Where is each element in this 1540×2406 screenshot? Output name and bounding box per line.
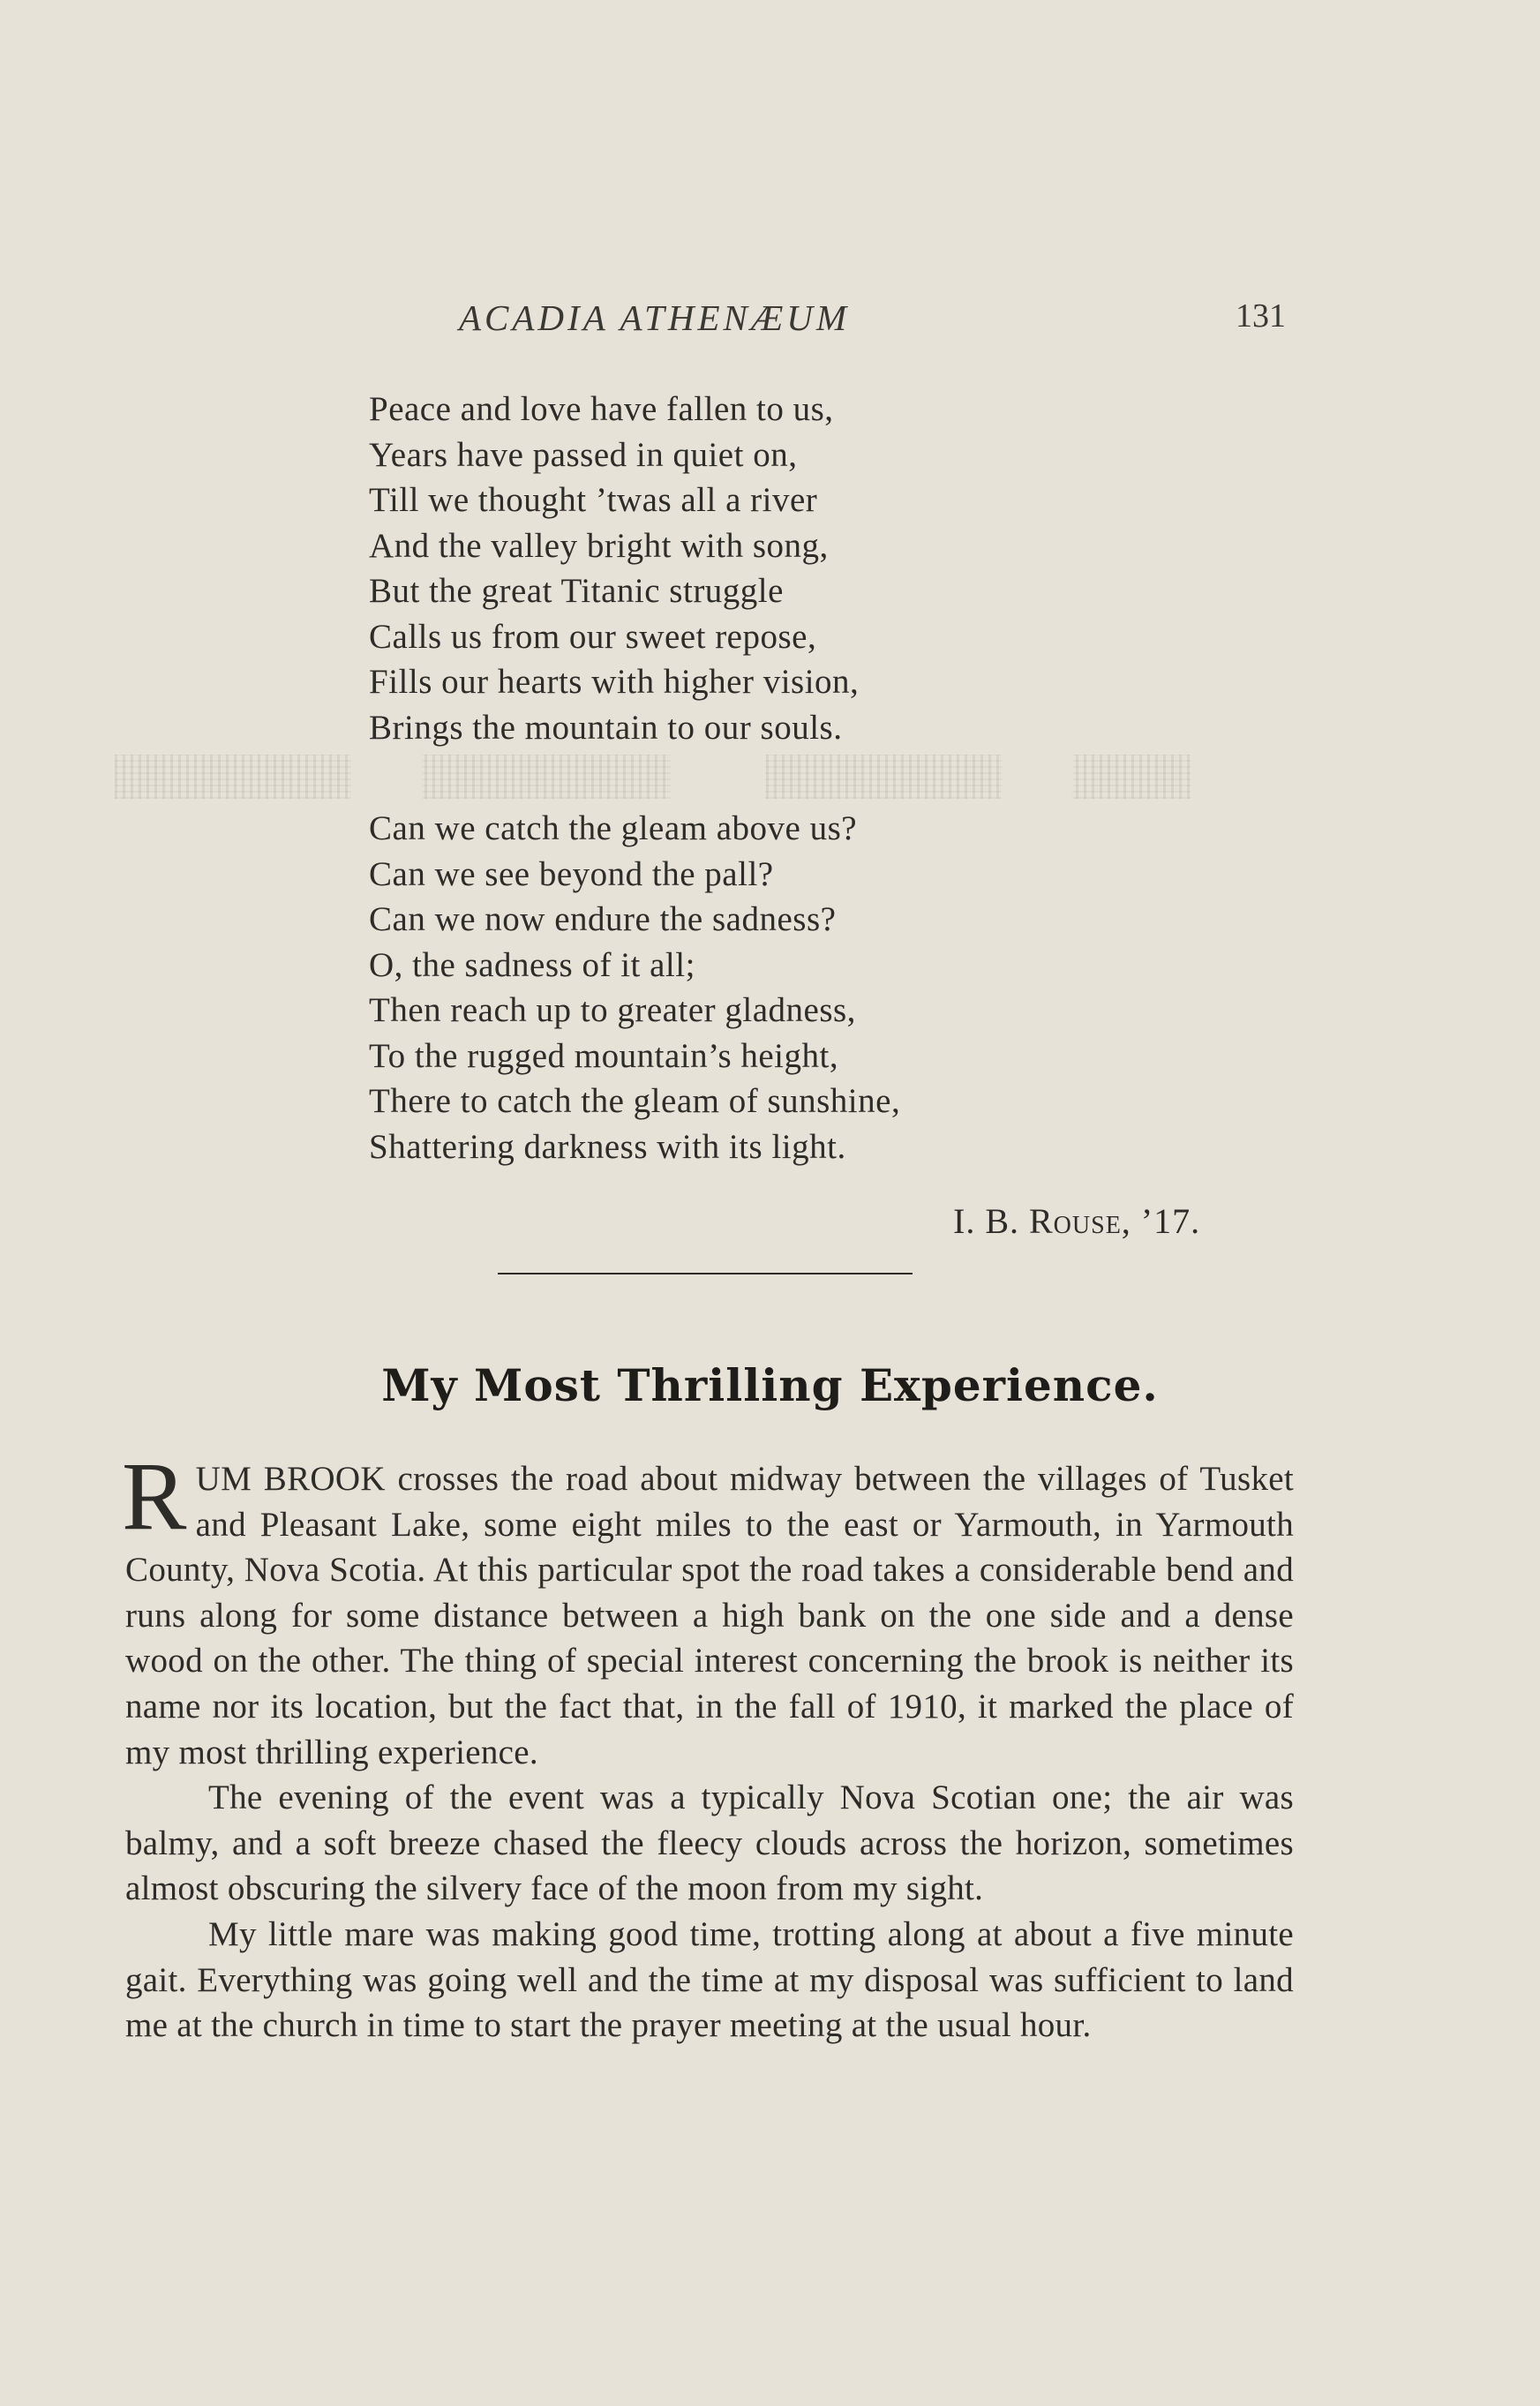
poem-line: Till we thought ’twas all a river xyxy=(369,481,818,519)
attribution-initials: I. B. xyxy=(953,1201,1019,1241)
paragraph-3: My little mare was making good time, trotting along at about a five minute gait. Everything was going well and the time at my disposal was sufficient to land me at the church in time to start the prayer meeting at the usual hour. xyxy=(125,1914,1294,2045)
show-through-smudge xyxy=(115,755,1297,799)
opening-words: UM BROOK xyxy=(195,1460,386,1498)
attribution-name: Rouse xyxy=(1029,1201,1122,1241)
poem-line: And the valley bright with song, xyxy=(369,526,829,565)
paragraph-2: The evening of the event was a typically Nova Scotian one; the air was balmy, and a soft breeze chased the fleecy clouds across the horizon, sometimes almost obscuring the silvery face of the moon from my sight. xyxy=(125,1778,1294,1908)
poem-line: Peace and love have fallen to us, xyxy=(369,390,834,428)
poem-line: Brings the mountain to our souls. xyxy=(369,708,843,747)
poem-line: Shattering darkness with its light. xyxy=(369,1127,846,1166)
page-number: 131 xyxy=(1236,297,1286,335)
poem-line: Then reach up to greater gladness, xyxy=(369,991,856,1029)
paragraph-1-text: crosses the road about midway between the villages of Tusket and Pleasant Lake, some eight miles to the east or Yarmouth, in Yarmouth County, Nova Scotia. At this particular spot the road takes a considerable bend and runs along for some distance between a high bank on the one side and a dense wood on the other. The thing of special interest concerning the brook is neither its name nor its location, but the fact that, in the fall of 1910, it marked the place of my most thrilling experience. xyxy=(125,1460,1294,1771)
poem-line: There to catch the gleam of sunshine, xyxy=(369,1082,901,1120)
article-title: My Most Thrilling Experience. xyxy=(381,1359,1159,1411)
poem-line: Can we see beyond the pall? xyxy=(369,854,774,893)
paragraph-1 xyxy=(122,1442,1294,1775)
drop-cap: R xyxy=(122,1442,187,1550)
attribution-class: , ’17. xyxy=(1121,1201,1201,1241)
poem-attribution xyxy=(953,1200,1200,1242)
poem-line: Can we now endure the sadness? xyxy=(369,900,837,938)
poem-line: O, the sadness of it all; xyxy=(369,945,695,984)
section-divider xyxy=(498,1273,913,1274)
poem-line: Fills our hearts with higher vision, xyxy=(369,663,860,701)
poem-line: But the great Titanic struggle xyxy=(369,572,784,610)
poem-stanza-2 xyxy=(369,806,900,1169)
running-title: ACADIA ATHENÆUM xyxy=(459,297,851,338)
poem-line: Calls us from our sweet repose, xyxy=(369,617,817,656)
article-body xyxy=(122,1442,1294,2049)
poem-line: Years have passed in quiet on, xyxy=(369,435,798,474)
poem-stanza-1 xyxy=(369,387,859,750)
poem-line: To the rugged mountain’s height, xyxy=(369,1036,839,1075)
poem-line: Can we catch the gleam above us? xyxy=(369,809,858,847)
